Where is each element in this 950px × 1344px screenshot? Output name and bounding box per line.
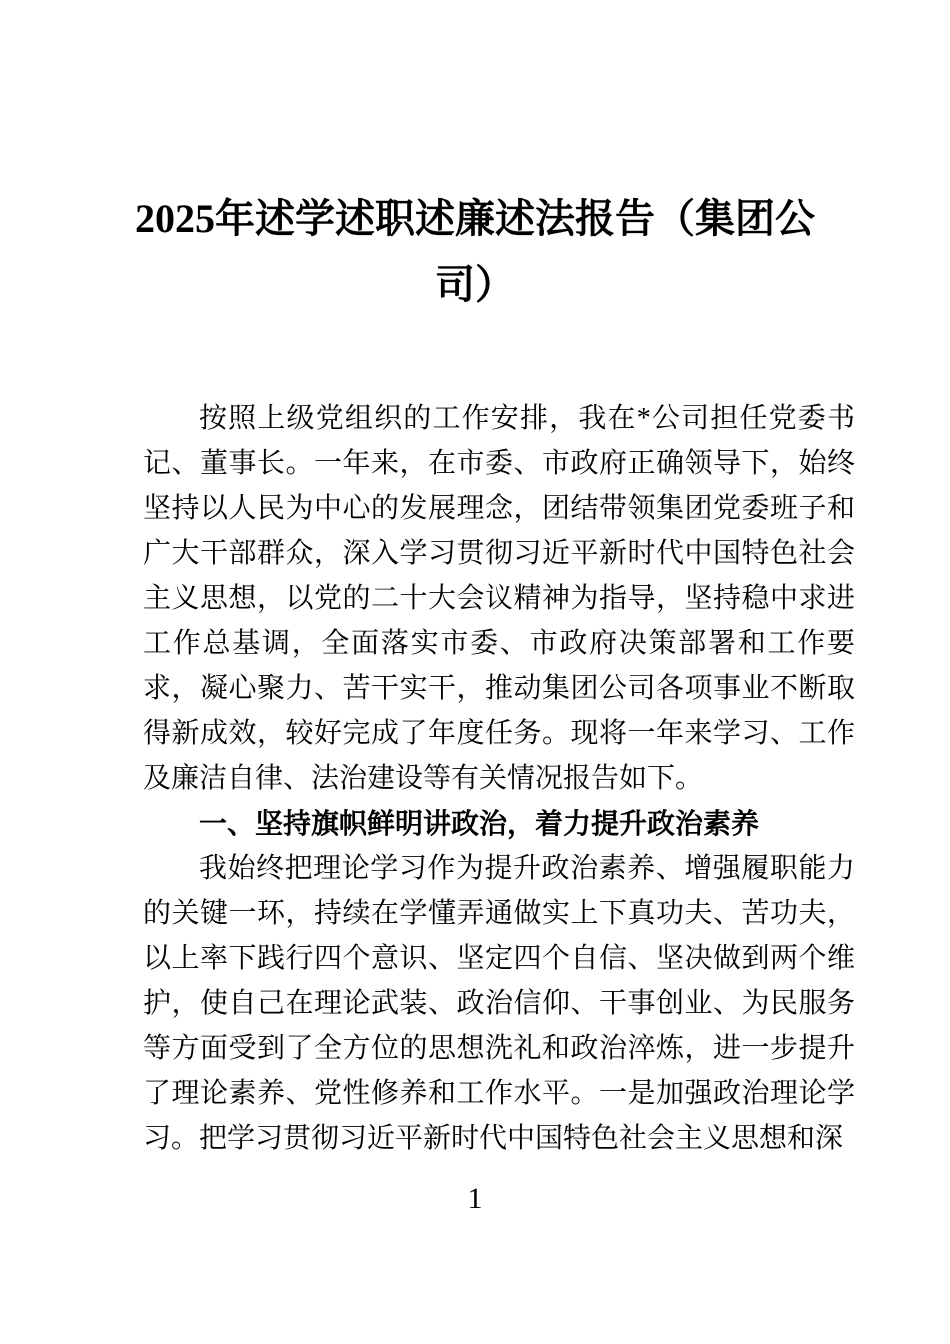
paragraph-intro: 按照上级党组织的工作安排，我在*公司担任党委书记、董事长。一年来，在市委、市政府正确领导下，始终坚持以人民为中心的发展理念，团结带领集团党委班子和广大干部群众，深入学习贯彻习近平新时代中国特色社会主义思想，以党的二十大会议精神为指导，坚持稳中求进工作总基调，全面落实市委、市政府决策部署和工作要求，凝心聚力、苦干实干，推动集团公司各项事业不断取得新成效，较好完成了年度任务。现将一年来学习、工作及廉洁自律、法治建设等有关情况报告如下。: [143, 403, 855, 794]
document-body: [143, 396, 855, 1161]
document-title: 2025年述学述职述廉述法报告（集团公司）: [135, 196, 815, 307]
section-heading-1: 一、坚持旗帜鲜明讲政治，着力提升政治素养: [199, 808, 760, 839]
page-footer: [0, 1180, 950, 1218]
page-number: 1: [467, 1182, 483, 1215]
paragraph-section-1: 我始终把理论学习作为提升政治素养、增强履职能力的关键一环，持续在学懂弄通做实上下真功夫、苦功夫，以上率下践行四个意识、坚定四个自信、坚决做到两个维护，使自己在理论武装、政治信仰、干事创业、为民服务等方面受到了全方位的思想洗礼和政治淬炼，进一步提升了理论素养、党性修养和工作水平。一是加强政治理论学习。把学习贯彻习近平新时代中国特色社会主义思想和深: [143, 853, 855, 1154]
